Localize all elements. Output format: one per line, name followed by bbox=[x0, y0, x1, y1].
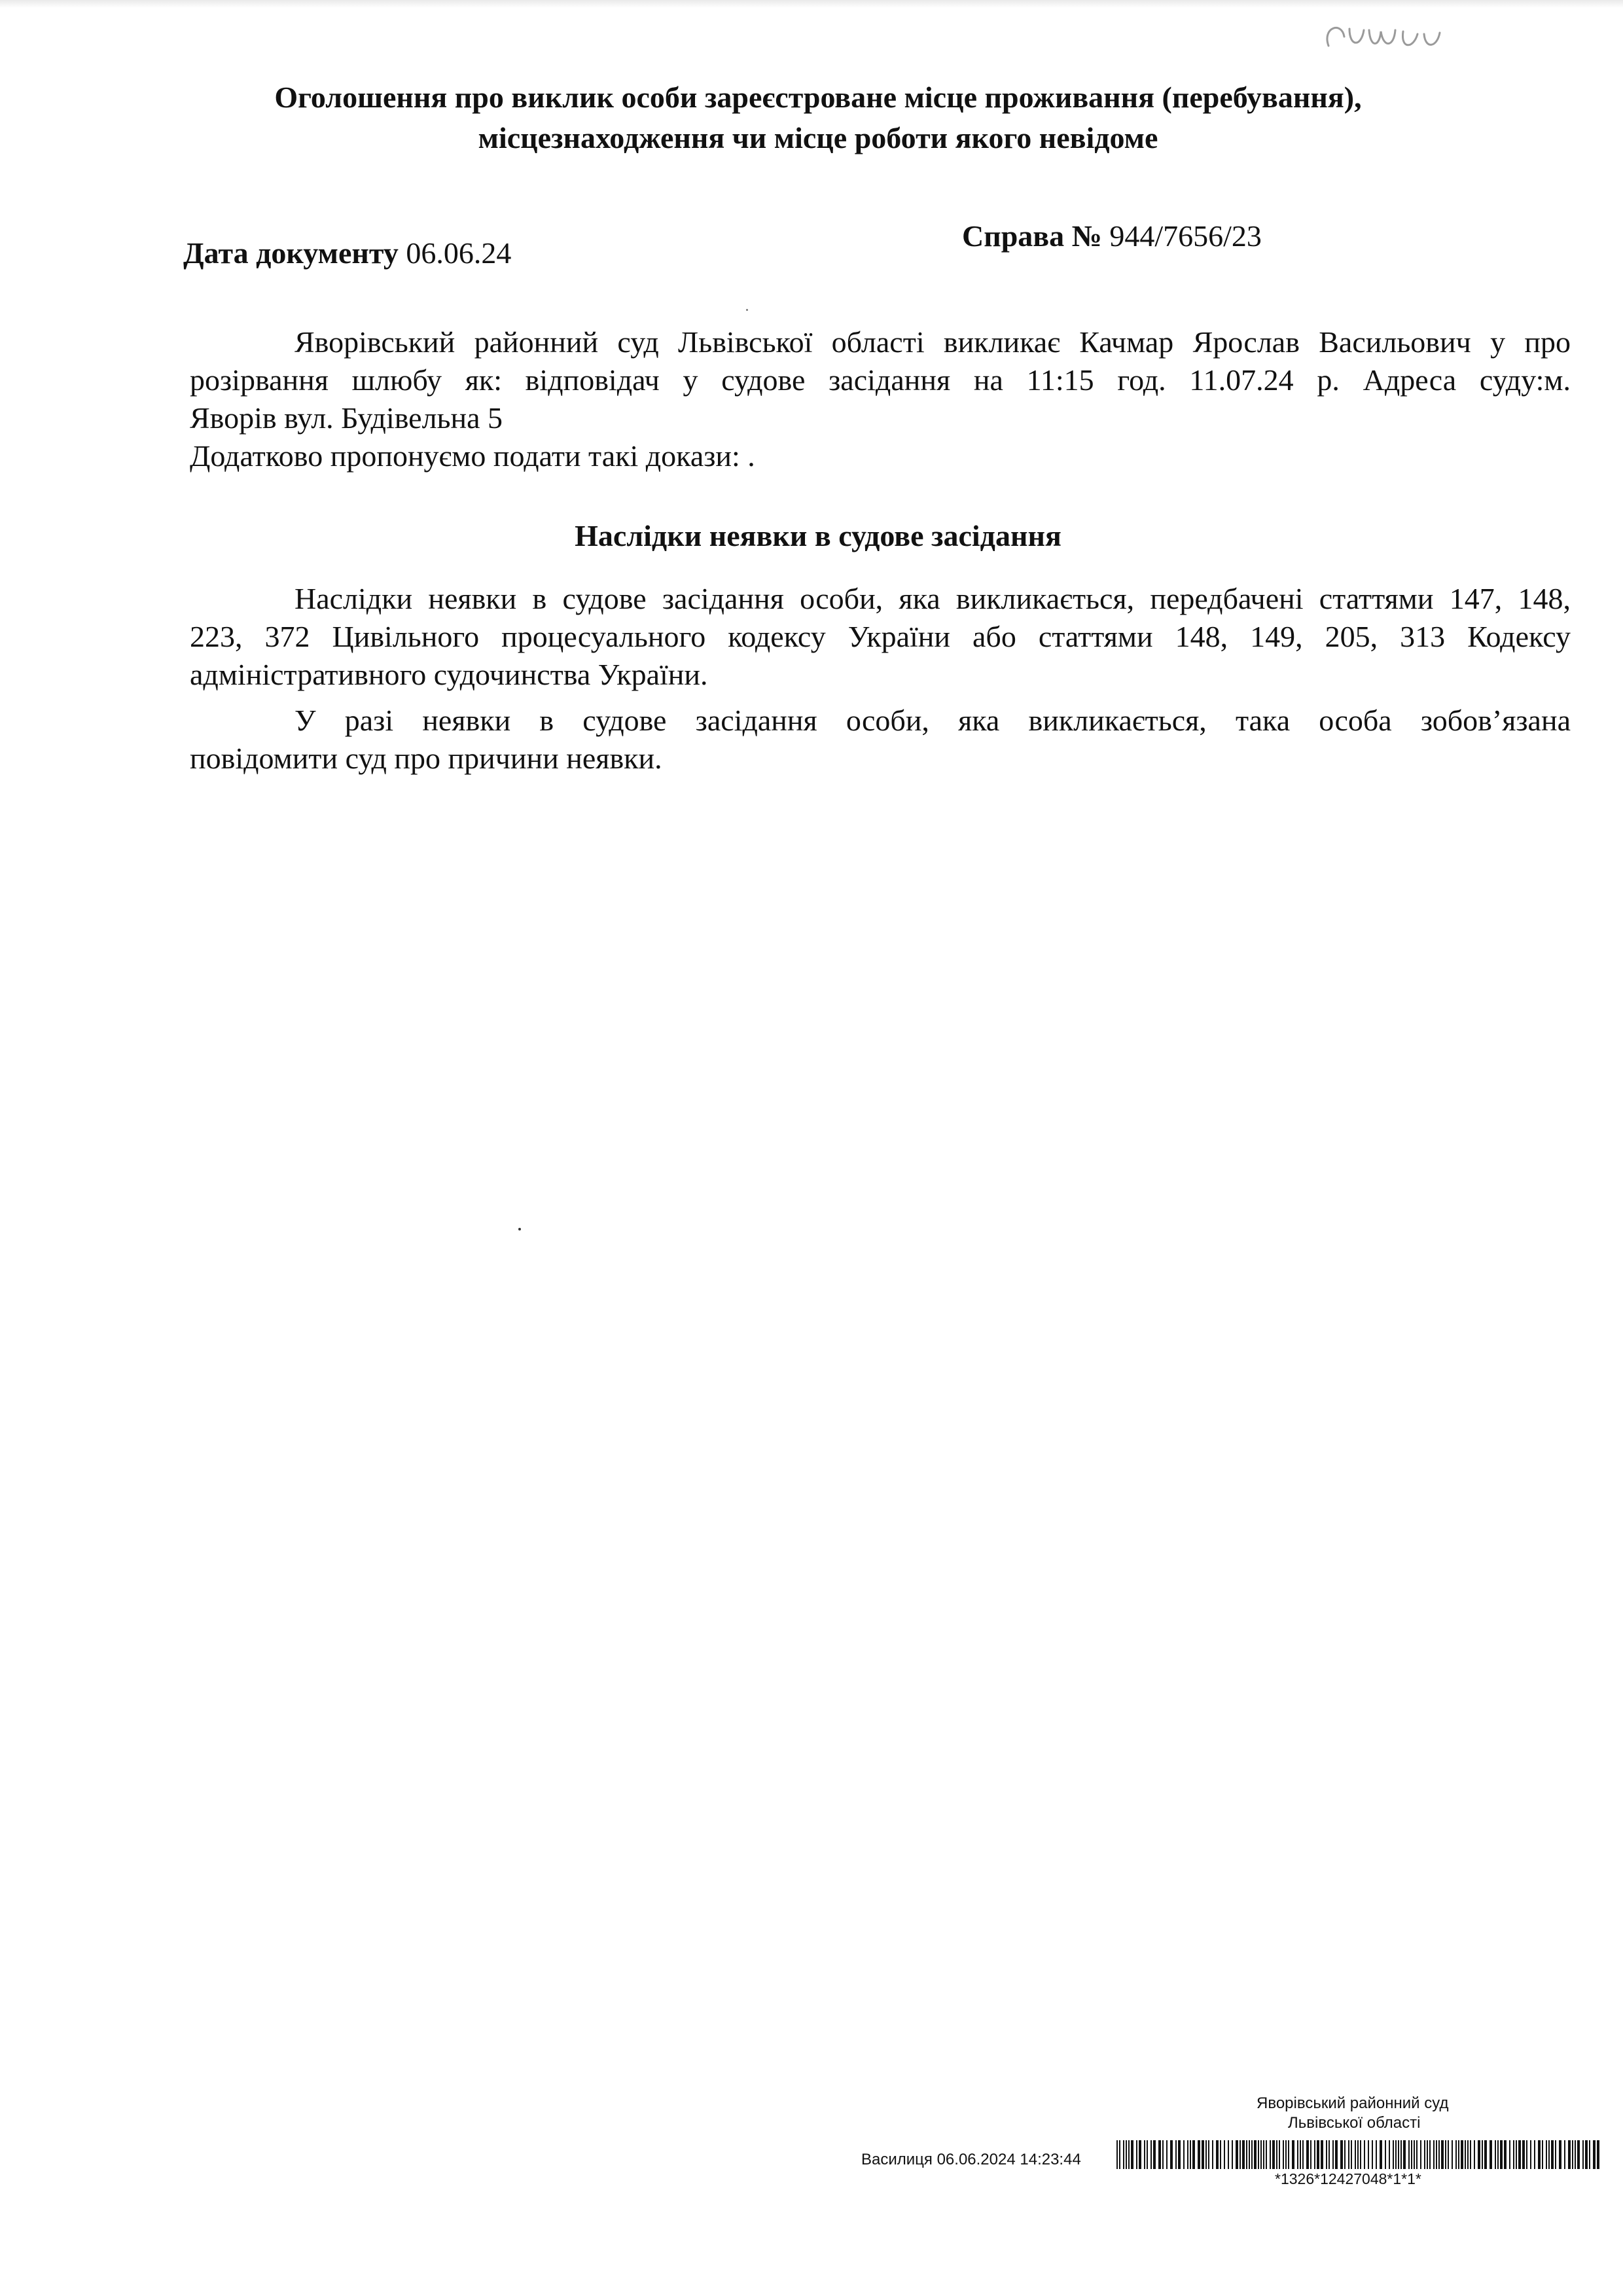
barcode-bar bbox=[1403, 2140, 1406, 2169]
barcode-bar bbox=[1144, 2140, 1145, 2169]
barcode-bar bbox=[1577, 2140, 1580, 2169]
notify-paragraph bbox=[190, 702, 1571, 778]
barcode-bar bbox=[1495, 2140, 1496, 2169]
barcode-bar bbox=[1208, 2140, 1209, 2169]
barcode-bar bbox=[1306, 2140, 1309, 2169]
barcode-bar bbox=[1518, 2140, 1521, 2169]
barcode-bar bbox=[1332, 2140, 1334, 2169]
barcode-bar bbox=[1175, 2140, 1177, 2169]
barcode-bar bbox=[1260, 2140, 1262, 2169]
barcode-bar bbox=[1326, 2140, 1327, 2169]
barcode bbox=[1116, 2140, 1601, 2169]
barcode-bar bbox=[1546, 2140, 1547, 2169]
barcode-bar bbox=[1522, 2140, 1525, 2169]
barcode-bar bbox=[1461, 2140, 1463, 2169]
stamp-court-region: Львівської області bbox=[1288, 2114, 1421, 2132]
barcode-bar bbox=[1158, 2140, 1161, 2169]
barcode-bar bbox=[1372, 2140, 1373, 2169]
title-line-1: Оголошення про виклик особи зареєстроване місце проживання (перебування), bbox=[274, 81, 1362, 114]
barcode-bar bbox=[1482, 2140, 1483, 2169]
barcode-bar bbox=[1136, 2140, 1137, 2169]
barcode-bar bbox=[1128, 2140, 1130, 2169]
barcode-bar bbox=[1205, 2140, 1207, 2169]
barcode-bar bbox=[1147, 2140, 1148, 2169]
barcode-bar bbox=[1504, 2140, 1507, 2169]
barcode-bar bbox=[1465, 2140, 1466, 2169]
barcode-bar bbox=[1516, 2140, 1517, 2169]
barcode-bar bbox=[1302, 2140, 1304, 2169]
barcode-bar bbox=[1424, 2140, 1425, 2169]
scan-edge-shadow bbox=[0, 0, 1623, 8]
barcode-bar bbox=[1131, 2140, 1133, 2169]
barcode-bar bbox=[1429, 2140, 1431, 2169]
barcode-bar bbox=[1551, 2140, 1554, 2169]
document-date bbox=[183, 236, 511, 270]
barcode-bar bbox=[1170, 2140, 1173, 2169]
barcode-bar bbox=[1297, 2140, 1298, 2169]
barcode-bar bbox=[1310, 2140, 1311, 2169]
barcode-bar bbox=[1364, 2140, 1365, 2169]
barcode-bar bbox=[1467, 2140, 1469, 2169]
summons-line: Яворівський районний суд Львівської області викликає Качмар Ярослав Васильович у про bbox=[294, 325, 1571, 359]
scan-speck bbox=[746, 309, 748, 311]
barcode-bar bbox=[1187, 2140, 1188, 2169]
summons-line: розірвання шлюбу як: відповідач у судове засідання на 11:15 год. 11.07.24 р. Адреса суду:м. bbox=[190, 363, 1571, 397]
barcode-bar bbox=[1500, 2140, 1503, 2169]
barcode-bar bbox=[1270, 2140, 1271, 2169]
barcode-bar bbox=[1357, 2140, 1359, 2169]
barcode-bar bbox=[1555, 2140, 1556, 2169]
barcode-bar bbox=[1597, 2140, 1599, 2169]
barcode-bar bbox=[1572, 2140, 1573, 2169]
barcode-bar bbox=[1251, 2140, 1253, 2169]
barcode-bar bbox=[1258, 2140, 1259, 2169]
barcode-bar bbox=[1526, 2140, 1527, 2169]
stamp-clerk-timestamp: Василиця 06.06.2024 14:23:44 bbox=[861, 2151, 1081, 2168]
consequences-line: Наслідки неявки в судове засідання особи, яка викликається, передбачені статтями 147, 148, bbox=[294, 582, 1571, 615]
barcode-bar bbox=[1236, 2140, 1238, 2169]
barcode-bar bbox=[1448, 2140, 1449, 2169]
barcode-bar bbox=[1513, 2140, 1514, 2169]
barcode-bar bbox=[1438, 2140, 1440, 2169]
barcode-bar bbox=[1300, 2140, 1301, 2169]
barcode-bar bbox=[1292, 2140, 1294, 2169]
barcode-bar bbox=[1228, 2140, 1229, 2169]
consequences-paragraph bbox=[190, 580, 1571, 694]
barcode-bar bbox=[1232, 2140, 1233, 2169]
barcode-bar bbox=[1433, 2140, 1435, 2169]
barcode-bar bbox=[1455, 2140, 1457, 2169]
barcode-bar bbox=[1355, 2140, 1356, 2169]
barcode-bar bbox=[1389, 2140, 1390, 2169]
barcode-bar bbox=[1380, 2140, 1382, 2169]
barcode-bar bbox=[1585, 2140, 1588, 2169]
barcode-bar bbox=[1150, 2140, 1152, 2169]
evidence-line: Додатково пропонуємо подати такі докази: . bbox=[190, 439, 755, 473]
barcode-bar bbox=[1575, 2140, 1576, 2169]
barcode-bar bbox=[1344, 2140, 1346, 2169]
barcode-bar bbox=[1123, 2140, 1124, 2169]
barcode-bar bbox=[1478, 2140, 1480, 2169]
barcode-bar bbox=[1593, 2140, 1596, 2169]
barcode-bar bbox=[1436, 2140, 1437, 2169]
notify-line: повідомити суд про причини неявки. bbox=[190, 742, 662, 775]
barcode-bar bbox=[1445, 2140, 1446, 2169]
barcode-bar bbox=[1452, 2140, 1453, 2169]
barcode-bar bbox=[1420, 2140, 1421, 2169]
barcode-bar bbox=[1321, 2140, 1323, 2169]
barcode-bar bbox=[1564, 2140, 1565, 2169]
stamp-court-name: Яворівський районний суд bbox=[1257, 2094, 1449, 2112]
barcode-bar bbox=[1568, 2140, 1571, 2169]
barcode-bar bbox=[1589, 2140, 1590, 2169]
barcode-bar bbox=[1263, 2140, 1264, 2169]
consequences-heading: Наслідки неявки в судове засідання bbox=[575, 519, 1061, 552]
barcode-bar bbox=[1582, 2140, 1584, 2169]
barcode-bar bbox=[1411, 2140, 1412, 2169]
barcode-bar bbox=[1126, 2140, 1127, 2169]
barcode-bar bbox=[1216, 2140, 1219, 2169]
barcode-bar bbox=[1376, 2140, 1377, 2169]
barcode-bar bbox=[1351, 2140, 1352, 2169]
title-line-2: місцезнаходження чи місце роботи якого невідоме bbox=[478, 121, 1158, 154]
barcode-bar bbox=[1474, 2140, 1475, 2169]
barcode-bar bbox=[1240, 2140, 1241, 2169]
case-value: 944/7656/23 bbox=[1109, 219, 1262, 253]
case-number bbox=[962, 219, 1262, 253]
consequences-line: 223, 372 Цивільного процесуального кодексу України або статтями 148, 149, 205, 313 Кодексу bbox=[190, 620, 1571, 653]
date-label: Дата документу bbox=[183, 236, 399, 270]
barcode-bar bbox=[1279, 2140, 1280, 2169]
barcode-bar bbox=[1559, 2140, 1561, 2169]
barcode-bar bbox=[1139, 2140, 1141, 2169]
barcode-bar bbox=[1116, 2140, 1118, 2169]
barcode-bar bbox=[1166, 2140, 1168, 2169]
summons-line: Яворів вул. Будівельна 5 bbox=[190, 401, 503, 435]
barcode-bar bbox=[1183, 2140, 1185, 2169]
barcode-bar bbox=[1360, 2140, 1361, 2169]
barcode-bar bbox=[1162, 2140, 1164, 2169]
date-value: 06.06.24 bbox=[406, 236, 512, 270]
summons-paragraph bbox=[190, 323, 1571, 475]
barcode-bar bbox=[1224, 2140, 1225, 2169]
barcode-bar bbox=[1458, 2140, 1459, 2169]
barcode-bar bbox=[1190, 2140, 1191, 2169]
document-title bbox=[196, 77, 1440, 158]
case-label: Справа № bbox=[962, 219, 1102, 253]
barcode-bar bbox=[1153, 2140, 1156, 2169]
barcode-bar bbox=[1198, 2140, 1200, 2169]
barcode-bar bbox=[1542, 2140, 1543, 2169]
barcode-bar bbox=[1335, 2140, 1338, 2169]
barcode-bar bbox=[1178, 2140, 1181, 2169]
barcode-bar bbox=[1192, 2140, 1195, 2169]
barcode-bar bbox=[1340, 2140, 1343, 2169]
barcode-bar bbox=[1283, 2140, 1284, 2169]
barcode-bar bbox=[1530, 2140, 1531, 2169]
barcode-bar bbox=[1393, 2140, 1394, 2169]
handwritten-mark bbox=[1315, 14, 1459, 60]
consequences-line: адміністративного судочинства України. bbox=[190, 658, 708, 691]
barcode-bar bbox=[1249, 2140, 1250, 2169]
barcode-bar bbox=[1202, 2140, 1204, 2169]
barcode-bar bbox=[1398, 2140, 1399, 2169]
barcode-bar bbox=[1509, 2140, 1510, 2169]
barcode-bar bbox=[1497, 2140, 1499, 2169]
barcode-bar bbox=[1414, 2140, 1415, 2169]
barcode-bar bbox=[1246, 2140, 1247, 2169]
barcode-bar bbox=[1400, 2140, 1402, 2169]
barcode-bar bbox=[1441, 2140, 1444, 2169]
barcode-bar bbox=[1385, 2140, 1386, 2169]
barcode-code: *1326*12427048*1*1* bbox=[1275, 2170, 1421, 2187]
barcode-bar bbox=[1314, 2140, 1315, 2169]
barcode-bar bbox=[1212, 2140, 1213, 2169]
barcode-bar bbox=[1395, 2140, 1397, 2169]
barcode-bar bbox=[1317, 2140, 1319, 2169]
barcode-bar bbox=[1254, 2140, 1257, 2169]
barcode-bar bbox=[1276, 2140, 1277, 2169]
barcode-bar bbox=[1548, 2140, 1550, 2169]
barcode-bar bbox=[1285, 2140, 1287, 2169]
barcode-bar bbox=[1534, 2140, 1535, 2169]
barcode-bar bbox=[1348, 2140, 1349, 2169]
notify-line: У разі неявки в судове засідання особи, яка викликається, така особа зобов’язана bbox=[294, 704, 1571, 737]
barcode-bar bbox=[1484, 2140, 1487, 2169]
barcode-bar bbox=[1427, 2140, 1428, 2169]
scan-speck bbox=[518, 1228, 521, 1230]
barcode-bar bbox=[1538, 2140, 1541, 2169]
barcode-bar bbox=[1489, 2140, 1492, 2169]
barcode-bar bbox=[1272, 2140, 1275, 2169]
barcode-bar bbox=[1119, 2140, 1120, 2169]
barcode-bar bbox=[1220, 2140, 1221, 2169]
barcode-bar bbox=[1266, 2140, 1267, 2169]
barcode-bar bbox=[1416, 2140, 1418, 2169]
barcode-bar bbox=[1470, 2140, 1471, 2169]
barcode-bar bbox=[1329, 2140, 1330, 2169]
barcode-bar bbox=[1288, 2140, 1289, 2169]
barcode-bar bbox=[1408, 2140, 1410, 2169]
barcode-bar bbox=[1368, 2140, 1369, 2169]
barcode-bar bbox=[1242, 2140, 1245, 2169]
